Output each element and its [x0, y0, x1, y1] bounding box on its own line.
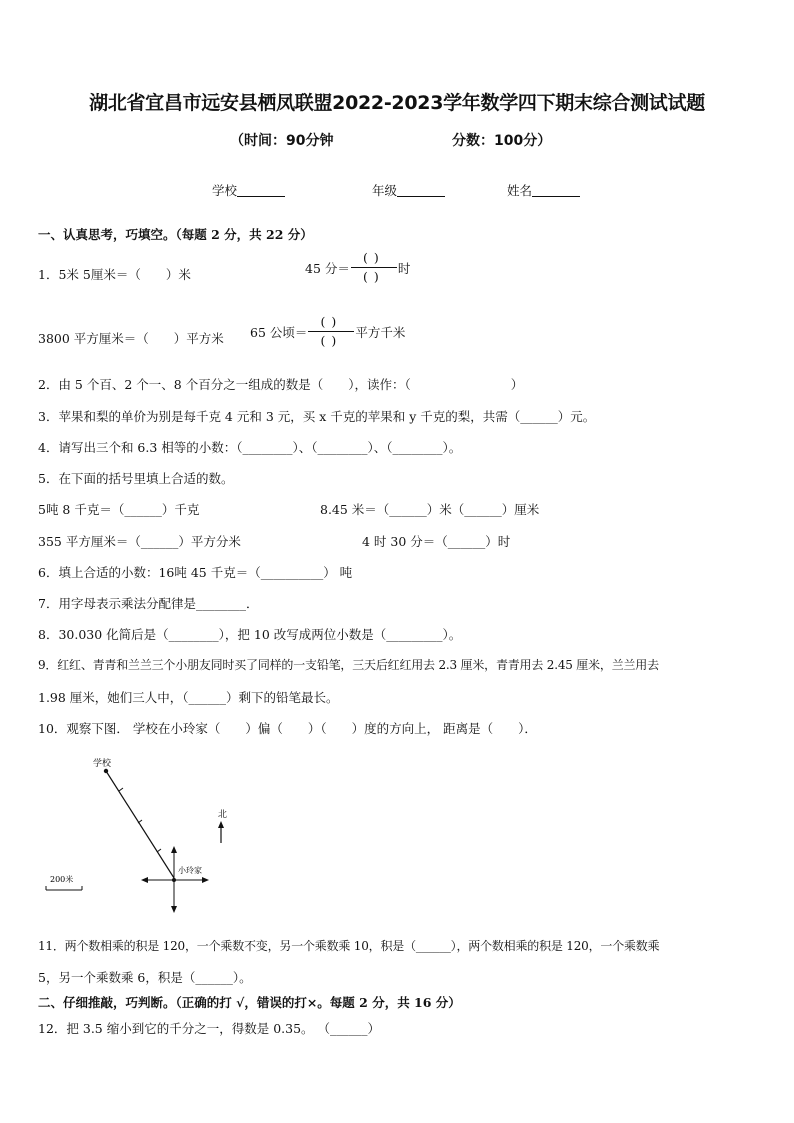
denominator-blank: () — [320, 333, 343, 348]
fraction-blank[interactable] — [308, 314, 354, 349]
numerator-blank: () — [320, 314, 343, 329]
tick-mark — [119, 788, 123, 791]
question-8: 8．30.030 化简后是（________），把 10 改写成两位小数是（_________）。 — [38, 627, 462, 642]
name-field — [507, 181, 580, 199]
fraction-bar — [351, 267, 397, 268]
question-11-line2: 5，另一个乘数乘 6，积是（______）。 — [38, 970, 252, 985]
question-7: 7．用字母表示乘法分配律是________． — [38, 596, 259, 611]
school-label: 学校 — [93, 759, 112, 769]
school-field — [212, 181, 285, 199]
question-1b-suffix: 时 — [397, 260, 411, 276]
north-label: 北 — [218, 810, 228, 820]
fraction-blank[interactable] — [351, 250, 397, 285]
question-1b — [305, 250, 410, 285]
exam-time: （时间：90分钟 — [230, 133, 334, 149]
question-1d-prefix: 65 公顷＝ — [250, 324, 308, 340]
question-5a: 5吨 8 千克＝（______）千克 — [38, 502, 200, 517]
fraction-bar — [308, 331, 354, 332]
name-blank[interactable] — [532, 183, 580, 197]
grade-field — [372, 181, 445, 199]
question-1a: 1．5米 5厘米＝（ ）米 — [38, 267, 191, 282]
question-6: 6．填上合适的小数：16吨 45 千克＝（__________） 吨 — [38, 565, 353, 580]
question-2: 2．由 5 个百、2 个一、8 个百分之一组成的数是（ ），读作：（ ） — [38, 377, 524, 392]
home-point — [172, 878, 176, 882]
section-2-heading: 二、仔细推敲，巧判断。（正确的打 √，错误的打×。每题 2 分，共 16 分） — [38, 995, 461, 1010]
arrow-left-icon — [141, 877, 148, 883]
direction-diagram — [38, 750, 278, 920]
north-arrow-icon — [218, 821, 224, 828]
school-label: 学校 — [212, 183, 238, 198]
arrow-up-icon — [171, 846, 177, 853]
tick-mark — [157, 849, 161, 852]
denominator-blank: () — [363, 269, 385, 284]
question-10: 10．观察下图． 学校在小玲家（ ）偏（ ）（ ）度的方向上， 距离是（ ）． — [38, 721, 537, 736]
name-label: 姓名 — [507, 183, 533, 198]
section-1-heading: 一、认真思考，巧填空。（每题 2 分，共 22 分） — [38, 227, 313, 242]
question-12: 12．把 3.5 缩小到它的千分之一，得数是 0.35。 （______） — [38, 1021, 381, 1036]
route-line — [106, 771, 174, 878]
school-blank[interactable] — [237, 183, 285, 197]
question-5b: 8.45 米＝（______）米（______）厘米 — [320, 502, 540, 517]
grade-blank[interactable] — [397, 183, 445, 197]
scale-label: 200米 — [50, 875, 74, 884]
question-1b-prefix: 45 分＝ — [305, 260, 350, 276]
question-4: 4．请写出三个和 6.3 相等的小数：（________）、（________）、（________）。 — [38, 440, 462, 455]
question-9-line2: 1.98 厘米，她们三人中，（______）剩下的铅笔最长。 — [38, 690, 339, 705]
home-label: 小玲家 — [178, 866, 202, 875]
question-11-line1: 11．两个数相乘的积是 120，一个乘数不变，另一个乘数乘 10，积是（______），两个数相乘的积是 120，一个乘数乘 — [38, 939, 660, 953]
question-1c: 3800 平方厘米＝（ ）平方米 — [38, 331, 224, 346]
question-5-stem: 5．在下面的括号里填上合适的数。 — [38, 471, 234, 486]
question-9-line1: 9．红红、青青和兰兰三个小朋友同时买了同样的一支铅笔，三天后红红用去 2.3 厘米，青青用去 2.45 厘米，兰兰用去 — [38, 658, 659, 672]
question-5d: 4 时 30 分＝（______）时 — [362, 534, 511, 549]
arrow-down-icon — [171, 906, 177, 913]
grade-label: 年级 — [372, 183, 398, 198]
question-5c: 355 平方厘米＝（______）平方分米 — [38, 534, 241, 549]
exam-score: 分数：100分） — [452, 133, 552, 149]
page-title: 湖北省宜昌市远安县栖凤联盟2022-2023学年数学四下期末综合测试试题 — [89, 92, 705, 114]
question-1d-suffix: 平方千米 — [355, 324, 406, 340]
arrow-right-icon — [202, 877, 209, 883]
question-1d — [250, 314, 405, 349]
numerator-blank: () — [363, 250, 385, 265]
question-3: 3．苹果和梨的单价为别是每千克 4 元和 3 元，买 x 千克的苹果和 y 千克的梨，共需（______）元。 — [38, 409, 596, 424]
